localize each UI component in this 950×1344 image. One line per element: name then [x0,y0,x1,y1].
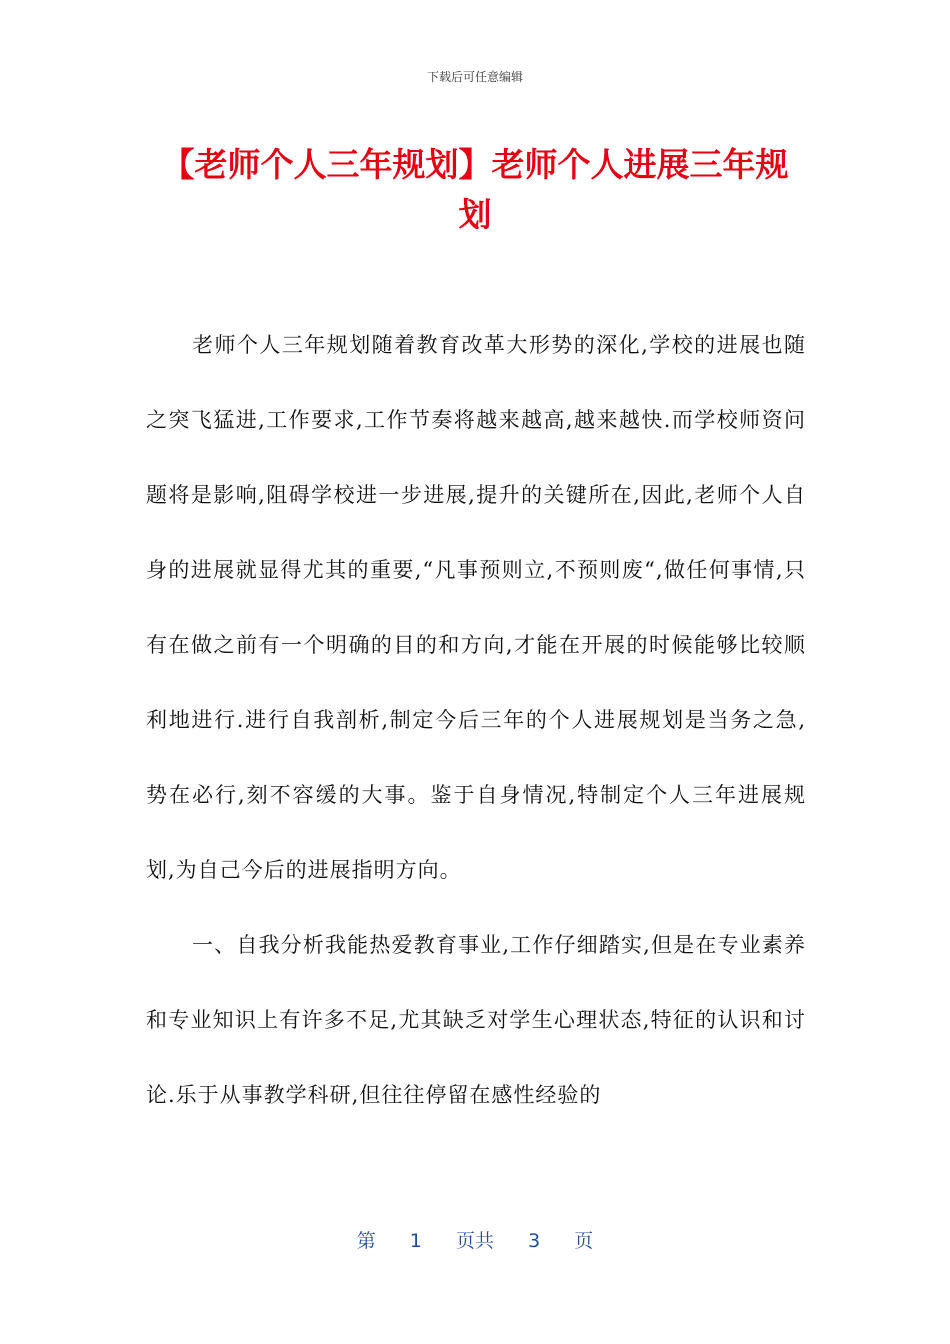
footer-total-pages: 3 [528,1230,541,1252]
paragraph-self-analysis: 一、自我分析我能热爱教育事业,工作仔细踏实,但是在专业素养和专业知识上有许多不足,尤其缺乏对学生心理状态,特征的认识和讨论.乐于从事教学科研,但往往停留在感性经验的 [146,933,806,1107]
footer-prefix: 第 [356,1230,376,1252]
footer-middle: 页共 [455,1230,494,1252]
header-note: 下载后可任意编辑 [426,70,523,84]
document-body [146,308,806,1133]
footer-current-page: 1 [409,1230,422,1252]
document-title: 【老师个人三年规划】老师个人进展三年规划 [161,145,789,234]
footer-suffix: 页 [574,1230,594,1252]
page-footer [0,1226,950,1253]
paragraph-intro: 老师个人三年规划随着教育改革大形势的深化,学校的进展也随之突飞猛进,工作要求,工作节奏将越来越高,越来越快.而学校师资问题将是影响,阻碍学校进一步进展,提升的关键所在,因此,老师个人自身的进展就显得尤其的重要,“凡事预则立,不预则废“,做任何事情,只有在做之前有一个明确的目的和方向,才能在开展的时候能够比较顺利地进行.进行自我剖析,制定今后三年的个人进展规划是当务之急,势在必行,刻不容缓的大事。鉴于自身情况,特制定个人三年进展规划,为自己今后的进展指明方向。 [146,333,806,882]
